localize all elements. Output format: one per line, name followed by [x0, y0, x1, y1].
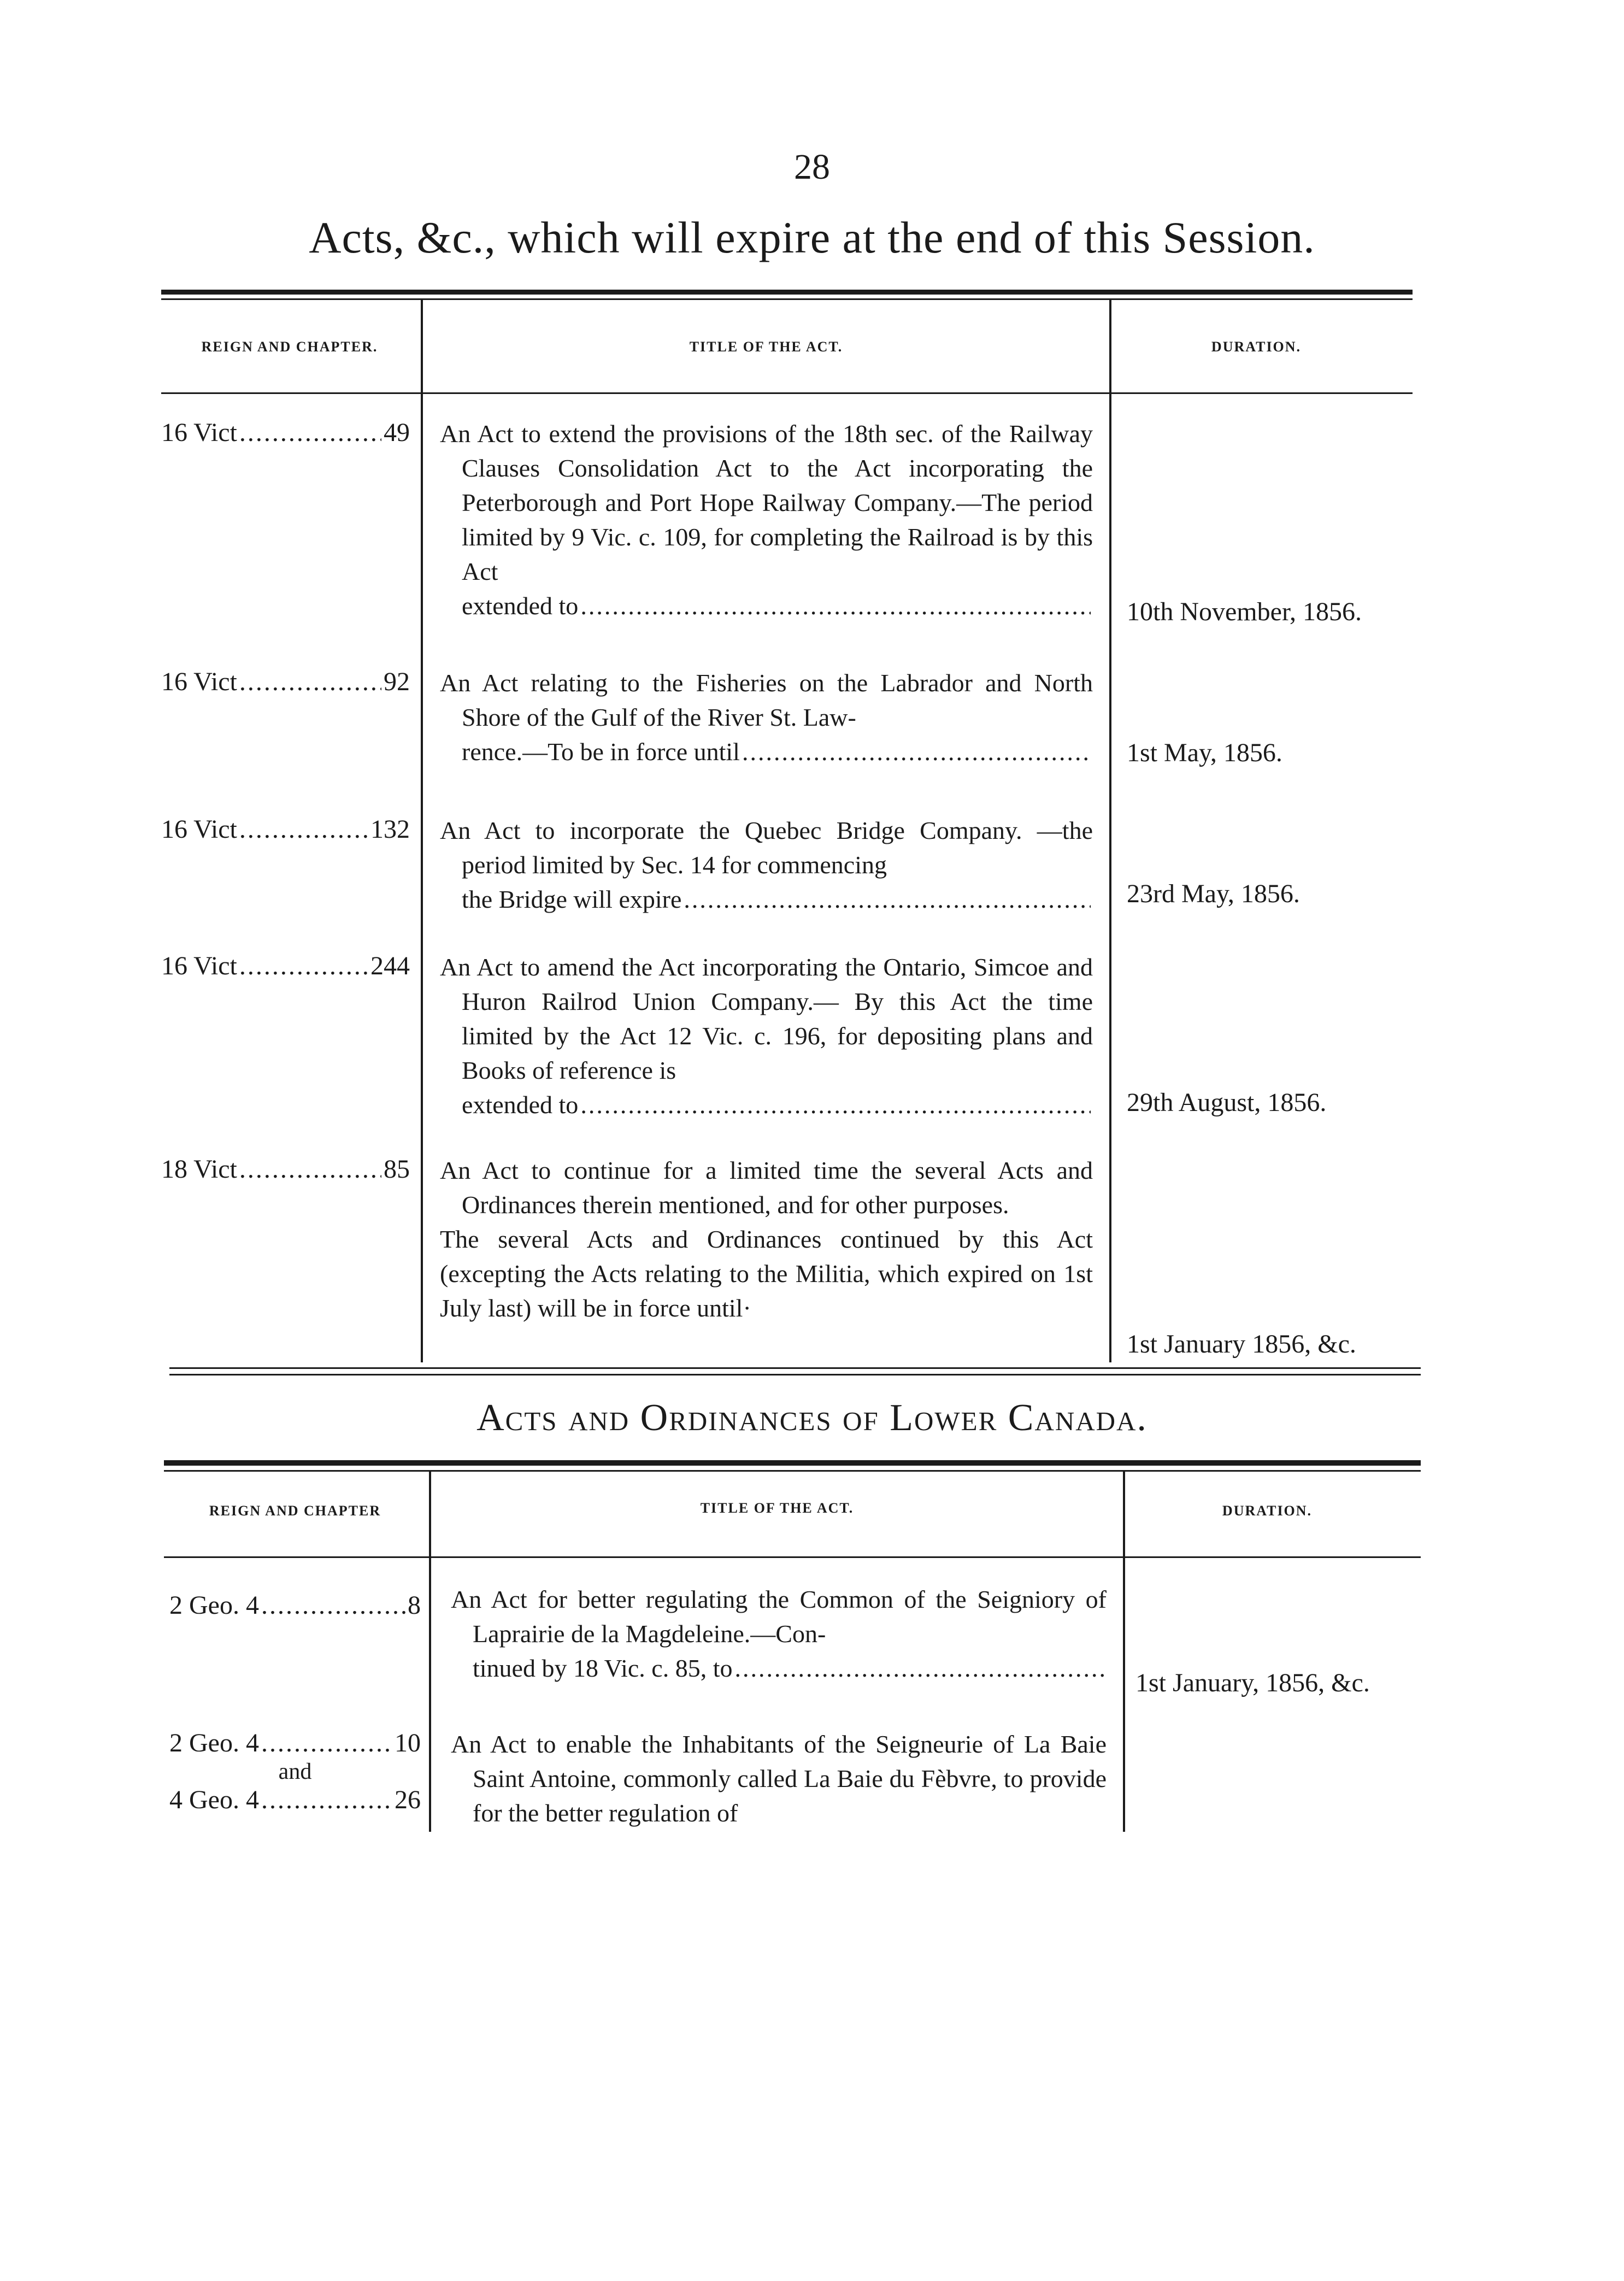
table2-top-rule: [164, 1460, 1421, 1466]
chapter-number: 244: [370, 951, 410, 980]
table2-col-divider-2: [1123, 1471, 1125, 1832]
act-title-text: An Act for better regulating the Common of the Seigniory of Laprairie de la Magdeleine.—Con-: [451, 1585, 1107, 1648]
table2-col-divider-1: [429, 1471, 431, 1832]
table1-top-rule: [161, 290, 1413, 295]
act-title-text: An Act to continue for a limited time the several Acts and Ordinances therein mentioned, and for other purposes.: [440, 1156, 1093, 1219]
reign-label: 16 Vict: [161, 418, 237, 447]
chapter-number: 49: [384, 418, 410, 447]
table-row-reign: [169, 1727, 421, 1816]
chapter-number: 8: [408, 1591, 421, 1620]
act-title-ending: the Bridge will expire: [462, 885, 682, 913]
act-title-text: An Act to incorporate the Quebec Bridge Company. —the period limited by Sec. 14 for commencing: [440, 816, 1093, 879]
table-row-duration: 23rd May, 1856.: [1127, 879, 1300, 908]
table1-bottom-rule-2: [169, 1374, 1421, 1375]
reign-label: 18 Vict: [161, 1155, 237, 1184]
reign-label: 16 Vict: [161, 815, 237, 844]
act-title-ending: extended to: [462, 1091, 579, 1119]
act-title-text: An Act to enable the Inhabitants of the Seigneurie of La Baie Saint Antoine, commonly called La Baie du Fèbvre, to provide for the better regulation of: [451, 1730, 1107, 1827]
table-row-act-title: [451, 1727, 1107, 1830]
header-reign-and-chapter: REIGN AND CHAPTER.: [201, 339, 378, 355]
header-title-of-act: TITLE OF THE ACT.: [700, 1500, 854, 1516]
table1-header-rule: [161, 392, 1413, 394]
and-connector: and: [278, 1759, 312, 1784]
table-row-duration: 1st May, 1856.: [1127, 738, 1282, 767]
table-row-duration: 10th November, 1856.: [1127, 597, 1362, 626]
reign-label: 4 Geo. 4: [169, 1785, 259, 1814]
table-row-reign: [161, 950, 410, 983]
table1-col-divider-2: [1109, 299, 1111, 1362]
act-title-ending: rence.—To be in force until: [462, 738, 740, 766]
table2-top-rule-thin: [164, 1470, 1421, 1472]
table1-top-rule-thin: [161, 298, 1413, 300]
section-title-expiring-acts: Acts, &c., which will expire at the end of this Session.: [309, 213, 1315, 262]
page-number: 28: [794, 147, 830, 187]
header-title-of-act: TITLE OF THE ACT.: [689, 339, 843, 355]
act-title-ending: tinued by 18 Vic. c. 85, to: [473, 1654, 733, 1682]
header-duration: DURATION.: [1211, 339, 1302, 355]
table-row-duration: 1st January, 1856, &c.: [1135, 1668, 1370, 1697]
table-row-act-title: [451, 1582, 1107, 1685]
chapter-number: 132: [370, 815, 410, 844]
header-reign-and-chapter: REIGN AND CHAPTER: [209, 1503, 381, 1519]
table-row-act-title: [440, 950, 1093, 1122]
reign-label: 2 Geo. 4: [169, 1591, 259, 1620]
reign-label: 2 Geo. 4: [169, 1729, 259, 1757]
table-row-act-title: [440, 1153, 1093, 1325]
table-row-reign: [161, 1153, 410, 1186]
table-row-duration: 1st January 1856, &c.: [1127, 1330, 1356, 1359]
act-title-text: An Act to amend the Act incorporating the Ontario, Simcoe and Huron Railrod Union Company.— By this Act the time limited by the Act 12 Vic. c. 196, for depositing plans and Books of reference is: [440, 953, 1093, 1084]
reign-label: 16 Vict: [161, 667, 237, 696]
table-row-act-title: [440, 813, 1093, 916]
table-row-duration: 29th August, 1856.: [1127, 1088, 1327, 1117]
chapter-number: 85: [384, 1155, 410, 1184]
chapter-number: 10: [395, 1729, 421, 1757]
table-row-act-title: [440, 416, 1093, 623]
header-duration: DURATION.: [1222, 1503, 1313, 1519]
table1-bottom-rule: [169, 1367, 1421, 1369]
table1-col-divider-1: [421, 299, 423, 1362]
table2-header-rule: [164, 1556, 1421, 1558]
chapter-number: 26: [395, 1785, 421, 1814]
act-title-ending: extended to: [462, 592, 579, 620]
section-title-lower-canada: Acts and Ordinances of Lower Canada.: [476, 1397, 1148, 1439]
table-row-act-title: [440, 666, 1093, 769]
table-row-reign: [161, 416, 410, 449]
act-title-note: The several Acts and Ordinances continued by this Act (excepting the Acts relating to the Militia, which expired on 1st July last) will be in force until·: [440, 1225, 1093, 1322]
table-row-reign: [169, 1589, 421, 1622]
table-row-reign: [161, 666, 410, 698]
act-title-text: An Act relating to the Fisheries on the Labrador and North Shore of the Gulf of the River St. Law-: [440, 669, 1093, 731]
chapter-number: 92: [384, 667, 410, 696]
act-title-text: An Act to extend the provisions of the 18th sec. of the Railway Clauses Consolidation Act to the Act incorporating the Peterborough and Port Hope Railway Company.—The period limited by 9 Vic. c. 109, for completing the Railroad is by this Act: [440, 420, 1093, 585]
reign-label: 16 Vict: [161, 951, 237, 980]
table-row-reign: [161, 813, 410, 846]
